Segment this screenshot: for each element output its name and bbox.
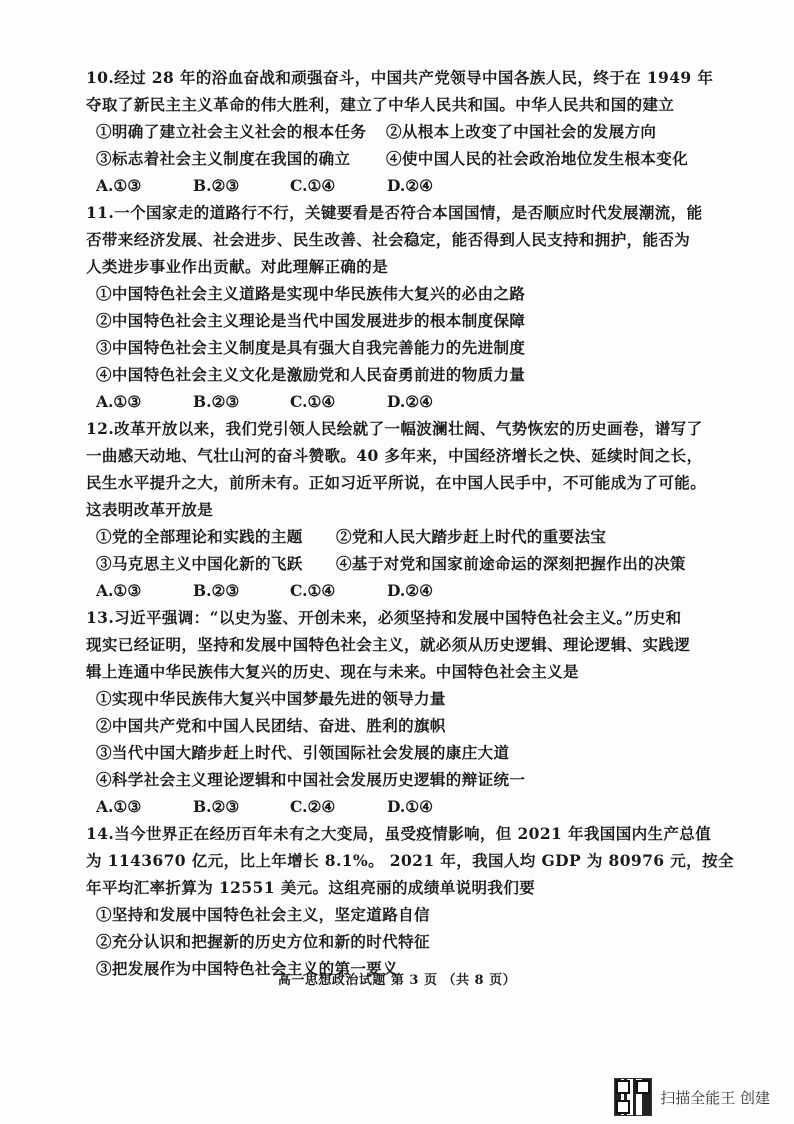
qr-code-icon	[614, 1078, 652, 1116]
question-content	[86, 64, 734, 982]
choice-c: C.②④	[290, 797, 336, 816]
answer-choices	[96, 577, 706, 604]
choice-a: A.①③	[96, 176, 142, 195]
question-text-line: 14.当今世界正在经历百年未有之大变局，虽受疫情影响，但 2021 年我国国内生产总值	[86, 824, 712, 843]
option-2: ②充分认识和把握新的历史方位和新的时代特征	[96, 932, 430, 951]
page-footer: 高一思想政治试题 第 3 页 （共 8 页）	[277, 973, 517, 988]
choice-c: C.①④	[290, 581, 336, 600]
option-2: ②党和人民大踏步赶上时代的重要法宝	[336, 527, 607, 546]
option-1: ①中国特色社会主义道路是实现中华民族伟大复兴的必由之路	[96, 284, 526, 303]
choice-d: D.②④	[387, 176, 434, 195]
answer-choices	[96, 172, 706, 199]
choice-b: B.②③	[193, 176, 240, 195]
question-12	[86, 415, 706, 604]
question-text-line: 这表明改革开放是	[86, 500, 214, 519]
question-14	[86, 820, 734, 982]
option-row	[96, 118, 706, 145]
option-4: ④基于对党和国家前途命运的深刻把握作出的决策	[336, 554, 686, 573]
choice-d: D.②④	[387, 581, 434, 600]
option-row	[96, 145, 706, 172]
question-text-line: 现实已经证明，坚持和发展中国特色社会主义，就必须从历史逻辑、理论逻辑、实践逻	[86, 635, 691, 654]
question-10	[86, 64, 714, 199]
choice-a: A.①③	[96, 392, 142, 411]
option-2: ②中国共产党和中国人民团结、奋进、胜利的旗帜	[96, 716, 446, 735]
choice-d: D.②④	[387, 392, 434, 411]
question-13	[86, 604, 706, 820]
option-3: ③标志着社会主义制度在我国的确立	[96, 149, 351, 168]
option-row	[96, 550, 706, 577]
option-3: ③当代中国大踏步赶上时代、引领国际社会发展的康庄大道	[96, 743, 510, 762]
option-4: ④使中国人民的社会政治地位发生根本变化	[386, 149, 689, 168]
choice-c: C.①④	[290, 176, 336, 195]
option-3: ③马克思主义中国化新的飞跃	[96, 554, 303, 573]
choice-a: A.①③	[96, 581, 142, 600]
watermark-text: 扫描全能王 创建	[660, 1088, 770, 1107]
choice-b: B.②③	[193, 392, 240, 411]
question-text-line: 为 1143670 亿元，比上年增长 8.1%。 2021 年，我国人均 GDP 为 80976 元，按全	[86, 851, 734, 870]
answer-choices	[96, 793, 706, 820]
question-text-line: 13.习近平强调：“以史为鉴、开创未来，必须坚持和发展中国特色社会主义。”历史和	[86, 608, 682, 627]
option-1: ①坚持和发展中国特色社会主义，坚定道路自信	[96, 905, 430, 924]
choice-b: B.②③	[193, 797, 240, 816]
question-text-line: 12.改革开放以来，我们党引领人民绘就了一幅波澜壮阔、气势恢宏的历史画卷，谱写了	[86, 419, 703, 438]
question-text-line: 夺取了新民主主义革命的伟大胜利，建立了中华人民共和国。中华人民共和国的建立	[86, 95, 675, 114]
option-1: ①实现中华民族伟大复兴中国梦最先进的领导力量	[96, 689, 446, 708]
option-1: ①明确了建立社会主义社会的根本任务	[96, 122, 367, 141]
question-text-line: 否带来经济发展、社会进步、民生改善、社会稳定，能否得到人民支持和拥护，能否为	[86, 230, 691, 249]
choice-c: C.①④	[290, 392, 336, 411]
choice-d: D.①④	[387, 797, 434, 816]
question-text-line: 一曲感天动地、气壮山河的奋斗赞歌。40 多年来，中国经济增长之快、延续时间之长，	[86, 446, 703, 465]
option-3: ③把发展作为中国特色社会主义的第一要义	[96, 959, 399, 978]
option-1: ①党的全部理论和实践的主题	[96, 527, 303, 546]
option-4: ④科学社会主义理论逻辑和中国社会发展历史逻辑的辩证统一	[96, 770, 526, 789]
answer-choices	[96, 388, 706, 415]
question-text-line: 年平均汇率折算为 12551 美元。这组亮丽的成绩单说明我们要	[86, 878, 536, 897]
question-text-line: 11.一个国家走的道路行不行，关键要看是否符合本国国情，是否顺应时代发展潮流，能	[86, 203, 703, 222]
choice-a: A.①③	[96, 797, 142, 816]
option-2: ②从根本上改变了中国社会的发展方向	[386, 122, 657, 141]
option-row	[96, 523, 706, 550]
question-11	[86, 199, 706, 415]
option-4: ④中国特色社会主义文化是激励党和人民奋勇前进的物质力量	[96, 365, 526, 384]
question-text-line: 10.经过 28 年的浴血奋战和顽强奋斗，中国共产党领导中国各族人民，终于在 1949 年	[86, 68, 714, 87]
choice-b: B.②③	[193, 581, 240, 600]
question-text-line: 辑上连通中华民族伟大复兴的历史、现在与未来。中国特色社会主义是	[86, 662, 579, 681]
scanner-watermark	[614, 1078, 770, 1116]
option-3: ③中国特色社会主义制度是具有强大自我完善能力的先进制度	[96, 338, 526, 357]
option-2: ②中国特色社会主义理论是当代中国发展进步的根本制度保障	[96, 311, 526, 330]
question-text-line: 民生水平提升之大，前所未有。正如习近平所说，在中国人民手中，不可能成为了可能。	[86, 473, 707, 492]
question-text-line: 人类进步事业作出贡献。对此理解正确的是	[86, 257, 389, 276]
